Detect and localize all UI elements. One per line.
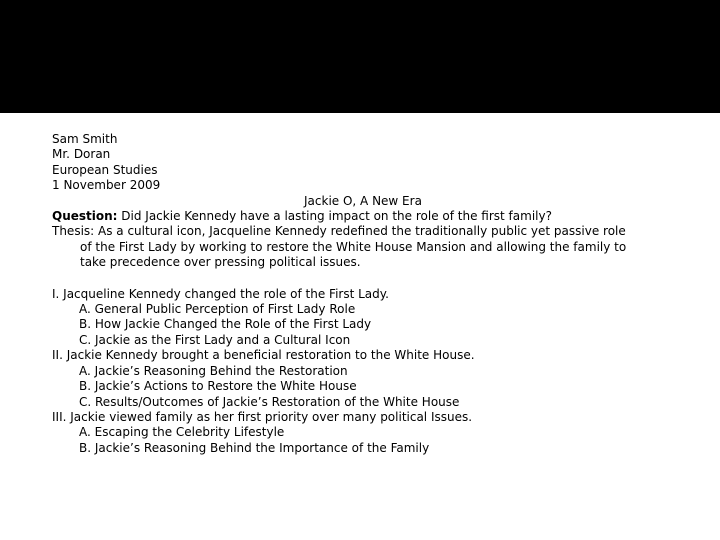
outline-item: A. Jackie’s Reasoning Behind the Restoration xyxy=(79,363,348,378)
outline-item: B. Jackie’s Reasoning Behind the Importance of the Family xyxy=(79,440,430,455)
outline-item: B. Jackie’s Actions to Restore the White House xyxy=(79,379,357,394)
outline-item: C. Results/Outcomes of Jackie’s Restoration of the White House xyxy=(79,394,460,409)
course-name: European Studies xyxy=(52,162,158,177)
outline-heading: II. Jackie Kennedy brought a beneficial restoration to the White House. xyxy=(52,348,475,363)
outline-item: B. How Jackie Changed the Role of the First Lady xyxy=(79,317,372,332)
outline-heading: I. Jacqueline Kennedy changed the role of the First Lady. xyxy=(52,286,389,301)
teacher-name: Mr. Doran xyxy=(52,147,111,162)
outline-section-2 xyxy=(52,348,692,410)
outline-item: A. General Public Perception of First Lady Role xyxy=(79,302,356,317)
question-text: Did Jackie Kennedy have a lasting impact on the role of the first family? xyxy=(117,209,552,224)
author-name: Sam Smith xyxy=(52,132,118,146)
page-title: Jackie O, A New Era xyxy=(304,193,422,208)
question-label: Question: xyxy=(52,209,118,224)
thesis-line-1: Thesis: As a cultural icon, Jacqueline Kennedy redefined the traditionally public yet passive role xyxy=(52,224,626,239)
document-date: 1 November 2009 xyxy=(52,178,161,193)
outline-item: A. Escaping the Celebrity Lifestyle xyxy=(79,425,285,440)
outline-item: C. Jackie as the First Lady and a Cultural Icon xyxy=(79,332,351,347)
question xyxy=(52,209,692,224)
header-band xyxy=(0,0,720,113)
outline-section-3 xyxy=(52,410,692,456)
document-body xyxy=(52,132,692,456)
outline-section-1 xyxy=(52,287,692,349)
outline-heading: III. Jackie viewed family as her first priority over many political Issues. xyxy=(52,409,473,424)
thesis-line-2: of the First Lady by working to restore the White House Mansion and allowing the family to xyxy=(80,239,627,254)
thesis-line-3: take precedence over pressing political issues. xyxy=(80,255,361,270)
